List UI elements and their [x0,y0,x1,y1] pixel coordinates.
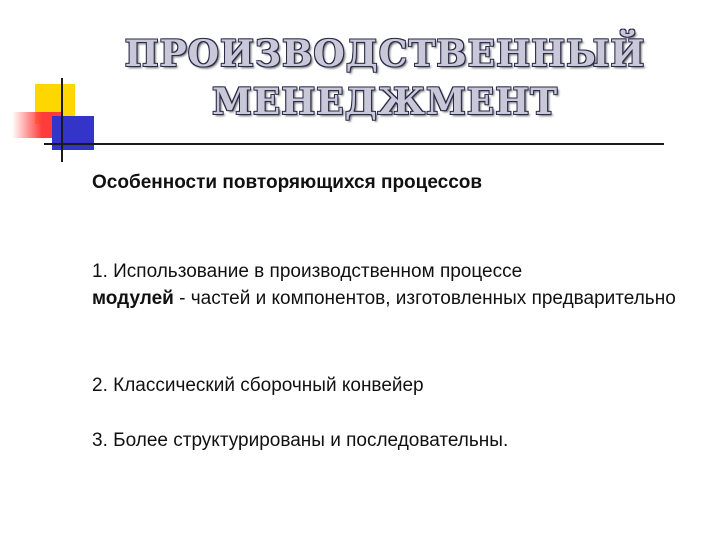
title-line-2: МЕНЕДЖМЕНТ [211,81,559,123]
list-item-3: 3. Более структурированы и последовательны. [92,430,509,451]
item-1-bold-term: модулей [92,288,174,309]
item-1-rest: - частей и компонентов, изготовленных предварительно [173,288,676,309]
title-line-1: ПРОИЗВОДСТВЕННЫЙ [124,33,646,75]
list-item-1 [92,258,692,312]
decor-vertical-line [61,78,63,162]
decor-horizontal-line [44,143,664,145]
slide-subtitle: Особенности повторяющихся процессов [92,172,483,193]
list-item-2: 2. Классический сборочный конвейер [92,375,424,396]
item-1-prefix: 1. Использование в производственном процессе [92,261,523,282]
slide-title [90,30,680,126]
